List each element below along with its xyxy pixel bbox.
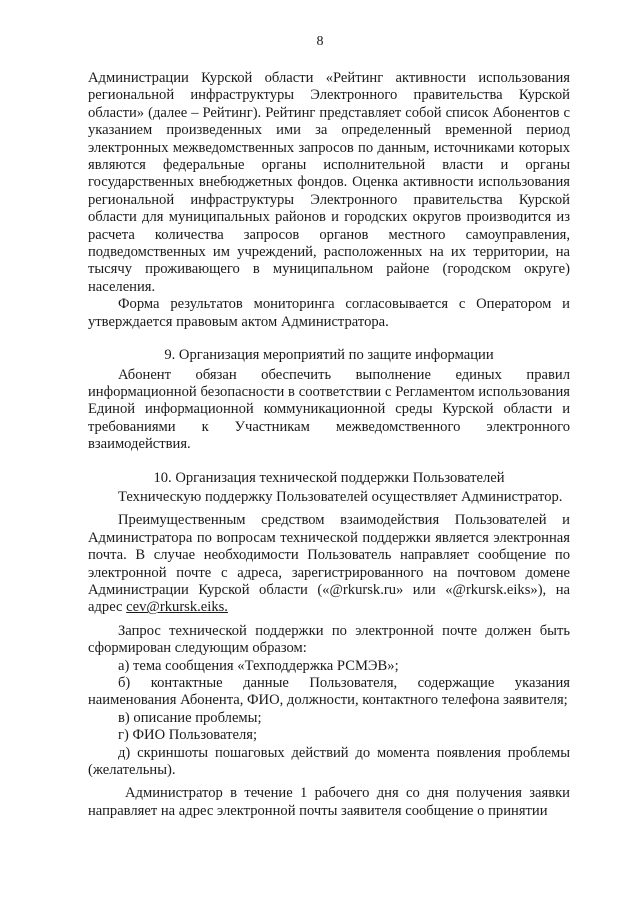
- section-10-paragraph-2-text: Преимущественным средством взаимодействия Пользователей и Администратора по вопросам технической поддержки является электронная почта. В случае необходимости Пользователь направляет сообщение по электронной почте с адреса, зарегистрированного на почтовом домене Администрации Курской области («@rkursk.ru» или «@rkursk.eiks»), на адрес: [88, 512, 570, 616]
- list-item-b: б) контактные данные Пользователя, содержащие указания наименования Абонента, ФИО, должности, контактного телефона заявителя;: [88, 675, 570, 709]
- support-email-link[interactable]: cev@rkursk.eiks.: [126, 599, 228, 616]
- list-item-g: г) ФИО Пользователя;: [118, 727, 258, 744]
- section-10-paragraph-3: Запрос технической поддержки по электронной почте должен быть сформирован следующим образом:: [88, 622, 570, 657]
- section-10-paragraph-1: Техническую поддержку Пользователей осуществляет Администратор.: [118, 488, 563, 505]
- list-item-v: в) описание проблемы;: [118, 709, 262, 726]
- section-9-text: Абонент обязан обеспечить выполнение единых правил информационной безопасности в соответствии с Регламентом использования Единой информационной коммуникационной среды Курской области и требованиями к Участникам межведомственного электронного взаимодействия.: [88, 366, 570, 453]
- section-10-paragraph-4: Администратор в течение 1 рабочего дня со дня получения заявки направляет на адрес электронной почты заявителя сообщение о принятии: [88, 785, 570, 819]
- section-10-paragraph-2: [88, 512, 570, 616]
- paragraph-rating: Администрации Курской области «Рейтинг активности использования региональной инфраструктуры Электронного правительства Курской области» (далее – Рейтинг). Рейтинг представляет собой список Абонентов с указанием произведенных ими за определенный временной период электронных межведомственных запросов по данным, источниками которых являются федеральные органы исполнительной власти и органы государственных внебюджетных фондов. Оценка активности использования региональной инфраструктуры Электронного правительства Курской области для муниципальных районов и городских округов производится из расчета количества запросов органов местного самоуправления, подведомственных им учреждений, расположенных на их территории, на тысячу проживающего в муниципальном районе (городском округе) населения.: [88, 70, 570, 295]
- page-number: 8: [316, 34, 324, 49]
- section-9-heading: 9. Организация мероприятий по защите информации: [164, 347, 494, 364]
- list-item-d: д) скриншоты пошаговых действий до момента появления проблемы (желательны).: [88, 744, 570, 779]
- list-item-a: а) тема сообщения «Техподдержка РСМЭВ»;: [118, 657, 399, 674]
- paragraph-monitoring-form: Форма результатов мониторинга согласовывается с Оператором и утверждается правовым актом Администратора.: [88, 296, 570, 330]
- section-10-heading: 10. Организация технической поддержки Пользователей: [153, 469, 505, 486]
- document-body: [88, 70, 570, 820]
